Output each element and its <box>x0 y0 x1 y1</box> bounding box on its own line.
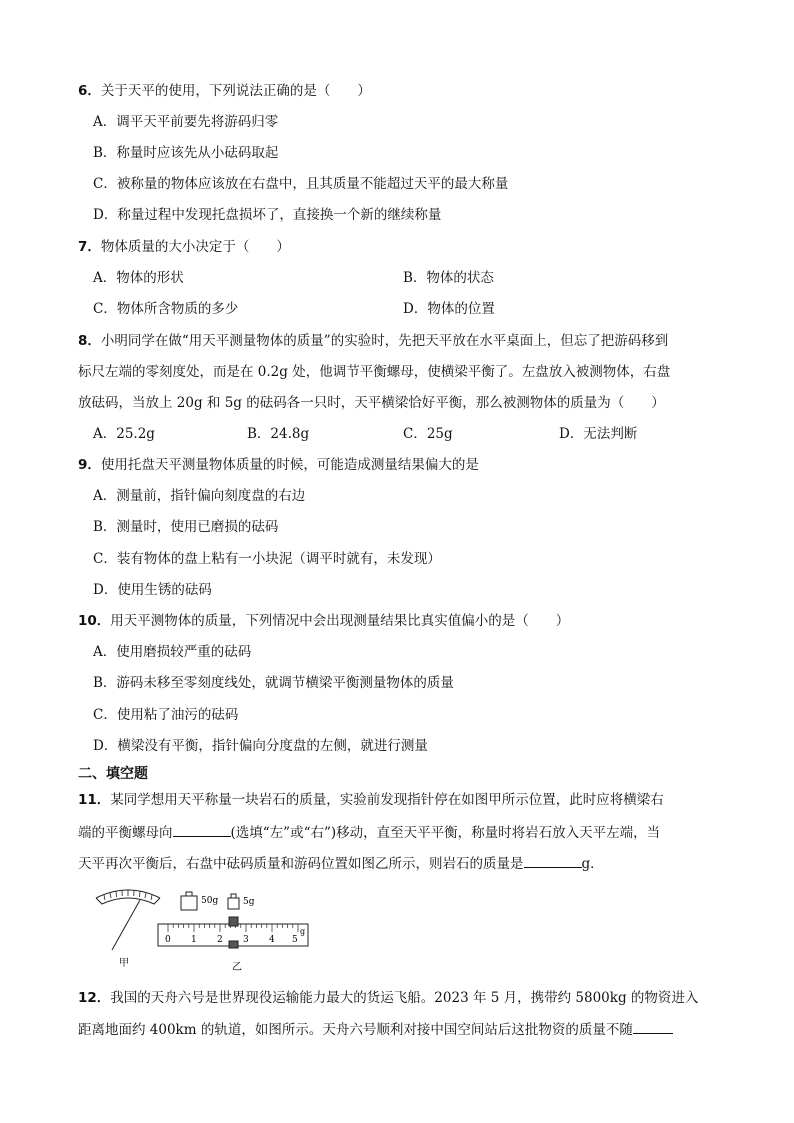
question-stem-line-3: 放砝码，当放上 20g 和 5g 的砝码各一只时，天平横梁恰好平衡，那么被测物体的质量为（ ） <box>78 395 665 411</box>
stem-text: 端的平衡螺母向 <box>78 825 173 841</box>
question-9 <box>78 455 479 475</box>
option-c: C．被称量的物体应该放在右盘中，且其质量不能超过天平的最大称量 <box>93 176 509 192</box>
question-6 <box>78 81 371 101</box>
question-stem-line-2 <box>78 822 660 843</box>
option-b: B．24.8g <box>247 426 310 442</box>
option-b: B．游码未移至零刻度线处，就调节横梁平衡测量物体的质量 <box>93 675 454 691</box>
question-number: 11． <box>78 792 111 808</box>
balance-figure <box>92 884 322 976</box>
stem-text: (选填“左”或“右”)移动，直至天平平衡，称量时将岩石放入天平左端，当 <box>230 825 661 841</box>
answer-blank-2[interactable] <box>524 853 582 868</box>
question-12 <box>78 988 698 1008</box>
question-stem: 使用托盘天平测量物体质量的时候，可能造成测量结果偏大的是 <box>100 457 479 473</box>
option-d: D．横梁没有平衡，指针偏向分度盘的左侧，就进行测量 <box>93 738 428 754</box>
question-8 <box>78 331 668 351</box>
option-c: C．25g <box>403 426 453 442</box>
option-d: D．使用生锈的砝码 <box>93 582 212 598</box>
unit-label: g <box>300 927 306 936</box>
question-stem-line-1: 某同学想用天平称量一块岩石的质量，实验前发现指针停在如图甲所示位置，此时应将横梁右 <box>110 792 664 808</box>
weight-50g <box>181 892 218 910</box>
question-number: 8． <box>78 333 101 349</box>
option-d: D．称量过程中发现托盘损坏了，直接换一个新的继续称量 <box>93 207 442 223</box>
dial-diagram-jia <box>96 890 160 969</box>
section-heading: 二、填空题 <box>78 766 148 782</box>
stem-text: 距离地面约 400km 的轨道，如图所示。天舟六号顺利对接中国空间站后这批物资的质量不随 <box>78 1022 633 1038</box>
answer-blank[interactable] <box>633 1019 673 1034</box>
question-10 <box>78 611 569 631</box>
stem-text: 天平再次平衡后，右盘中砝码质量和游码位置如图乙所示，则岩石的质量是 <box>78 856 524 872</box>
label-yi: 乙 <box>232 962 242 973</box>
stem-text: g． <box>581 856 604 872</box>
tick-label: 2 <box>217 935 223 945</box>
weights-and-rider-yi <box>158 892 308 973</box>
weight-50g-label: 50g <box>201 896 219 906</box>
question-7 <box>78 237 290 257</box>
tick-label: 4 <box>269 935 275 945</box>
option-c: C．物体所含物质的多少 <box>93 301 239 317</box>
rider <box>229 917 238 926</box>
weight-5g-label: 5g <box>243 897 255 907</box>
question-number: 12． <box>78 990 111 1006</box>
question-stem: 用天平测物体的质量，下列情况中会出现测量结果比真实值偏小的是（ ） <box>110 613 570 629</box>
question-stem-line-1: 我国的天舟六号是世界现役运输能力最大的货运飞船。2023 年 5 月，携带约 5800kg 的物资进入 <box>110 990 699 1006</box>
option-a: A．使用磨损较严重的砝码 <box>93 644 252 660</box>
pointer-needle <box>112 900 140 950</box>
option-b: B．物体的状态 <box>403 270 494 286</box>
option-b: B．测量时，使用已磨损的砝码 <box>93 519 279 535</box>
question-stem: 物体质量的大小决定于（ ） <box>100 239 290 255</box>
question-number: 9． <box>78 457 101 473</box>
answer-blank-1[interactable] <box>173 822 231 837</box>
option-a: A．物体的形状 <box>93 270 184 286</box>
question-stem-line-3 <box>78 853 604 874</box>
question-number: 6． <box>78 83 101 99</box>
tick-label: 0 <box>165 935 171 945</box>
option-b: B．称量时应该先从小砝码取起 <box>93 145 279 161</box>
label-jia: 甲 <box>119 958 129 969</box>
question-stem-line-2 <box>78 1019 673 1040</box>
question-number: 7． <box>78 239 101 255</box>
question-11 <box>78 790 664 810</box>
option-d: D．无法判断 <box>559 426 638 442</box>
tick-label: 1 <box>191 935 197 945</box>
option-c: C．使用粘了油污的砝码 <box>93 707 239 723</box>
weight-5g <box>228 894 255 909</box>
option-a: A．测量前，指针偏向刻度盘的右边 <box>93 488 306 504</box>
option-a: A．25.2g <box>93 426 155 442</box>
question-stem-line-2: 标尺左端的零刻度处，而是在 0.2g 处，他调节平衡螺母，使横梁平衡了。左盘放入被测物体，右盘 <box>78 364 671 380</box>
option-c: C．装有物体的盘上粘有一小块泥（调平时就有，未发现） <box>93 551 441 567</box>
question-number: 10． <box>78 613 111 629</box>
tick-label: 5 <box>292 935 298 945</box>
option-d: D．物体的位置 <box>403 301 495 317</box>
tick-label: 3 <box>243 935 249 945</box>
question-stem: 关于天平的使用，下列说法正确的是（ ） <box>100 83 371 99</box>
question-stem-line-1: 小明同学在做“用天平测量物体的质量”的实验时，先把天平放在水平桌面上，但忘了把游码移到 <box>100 333 669 349</box>
option-a: A．调平天平前要先将游码归零 <box>93 114 279 130</box>
